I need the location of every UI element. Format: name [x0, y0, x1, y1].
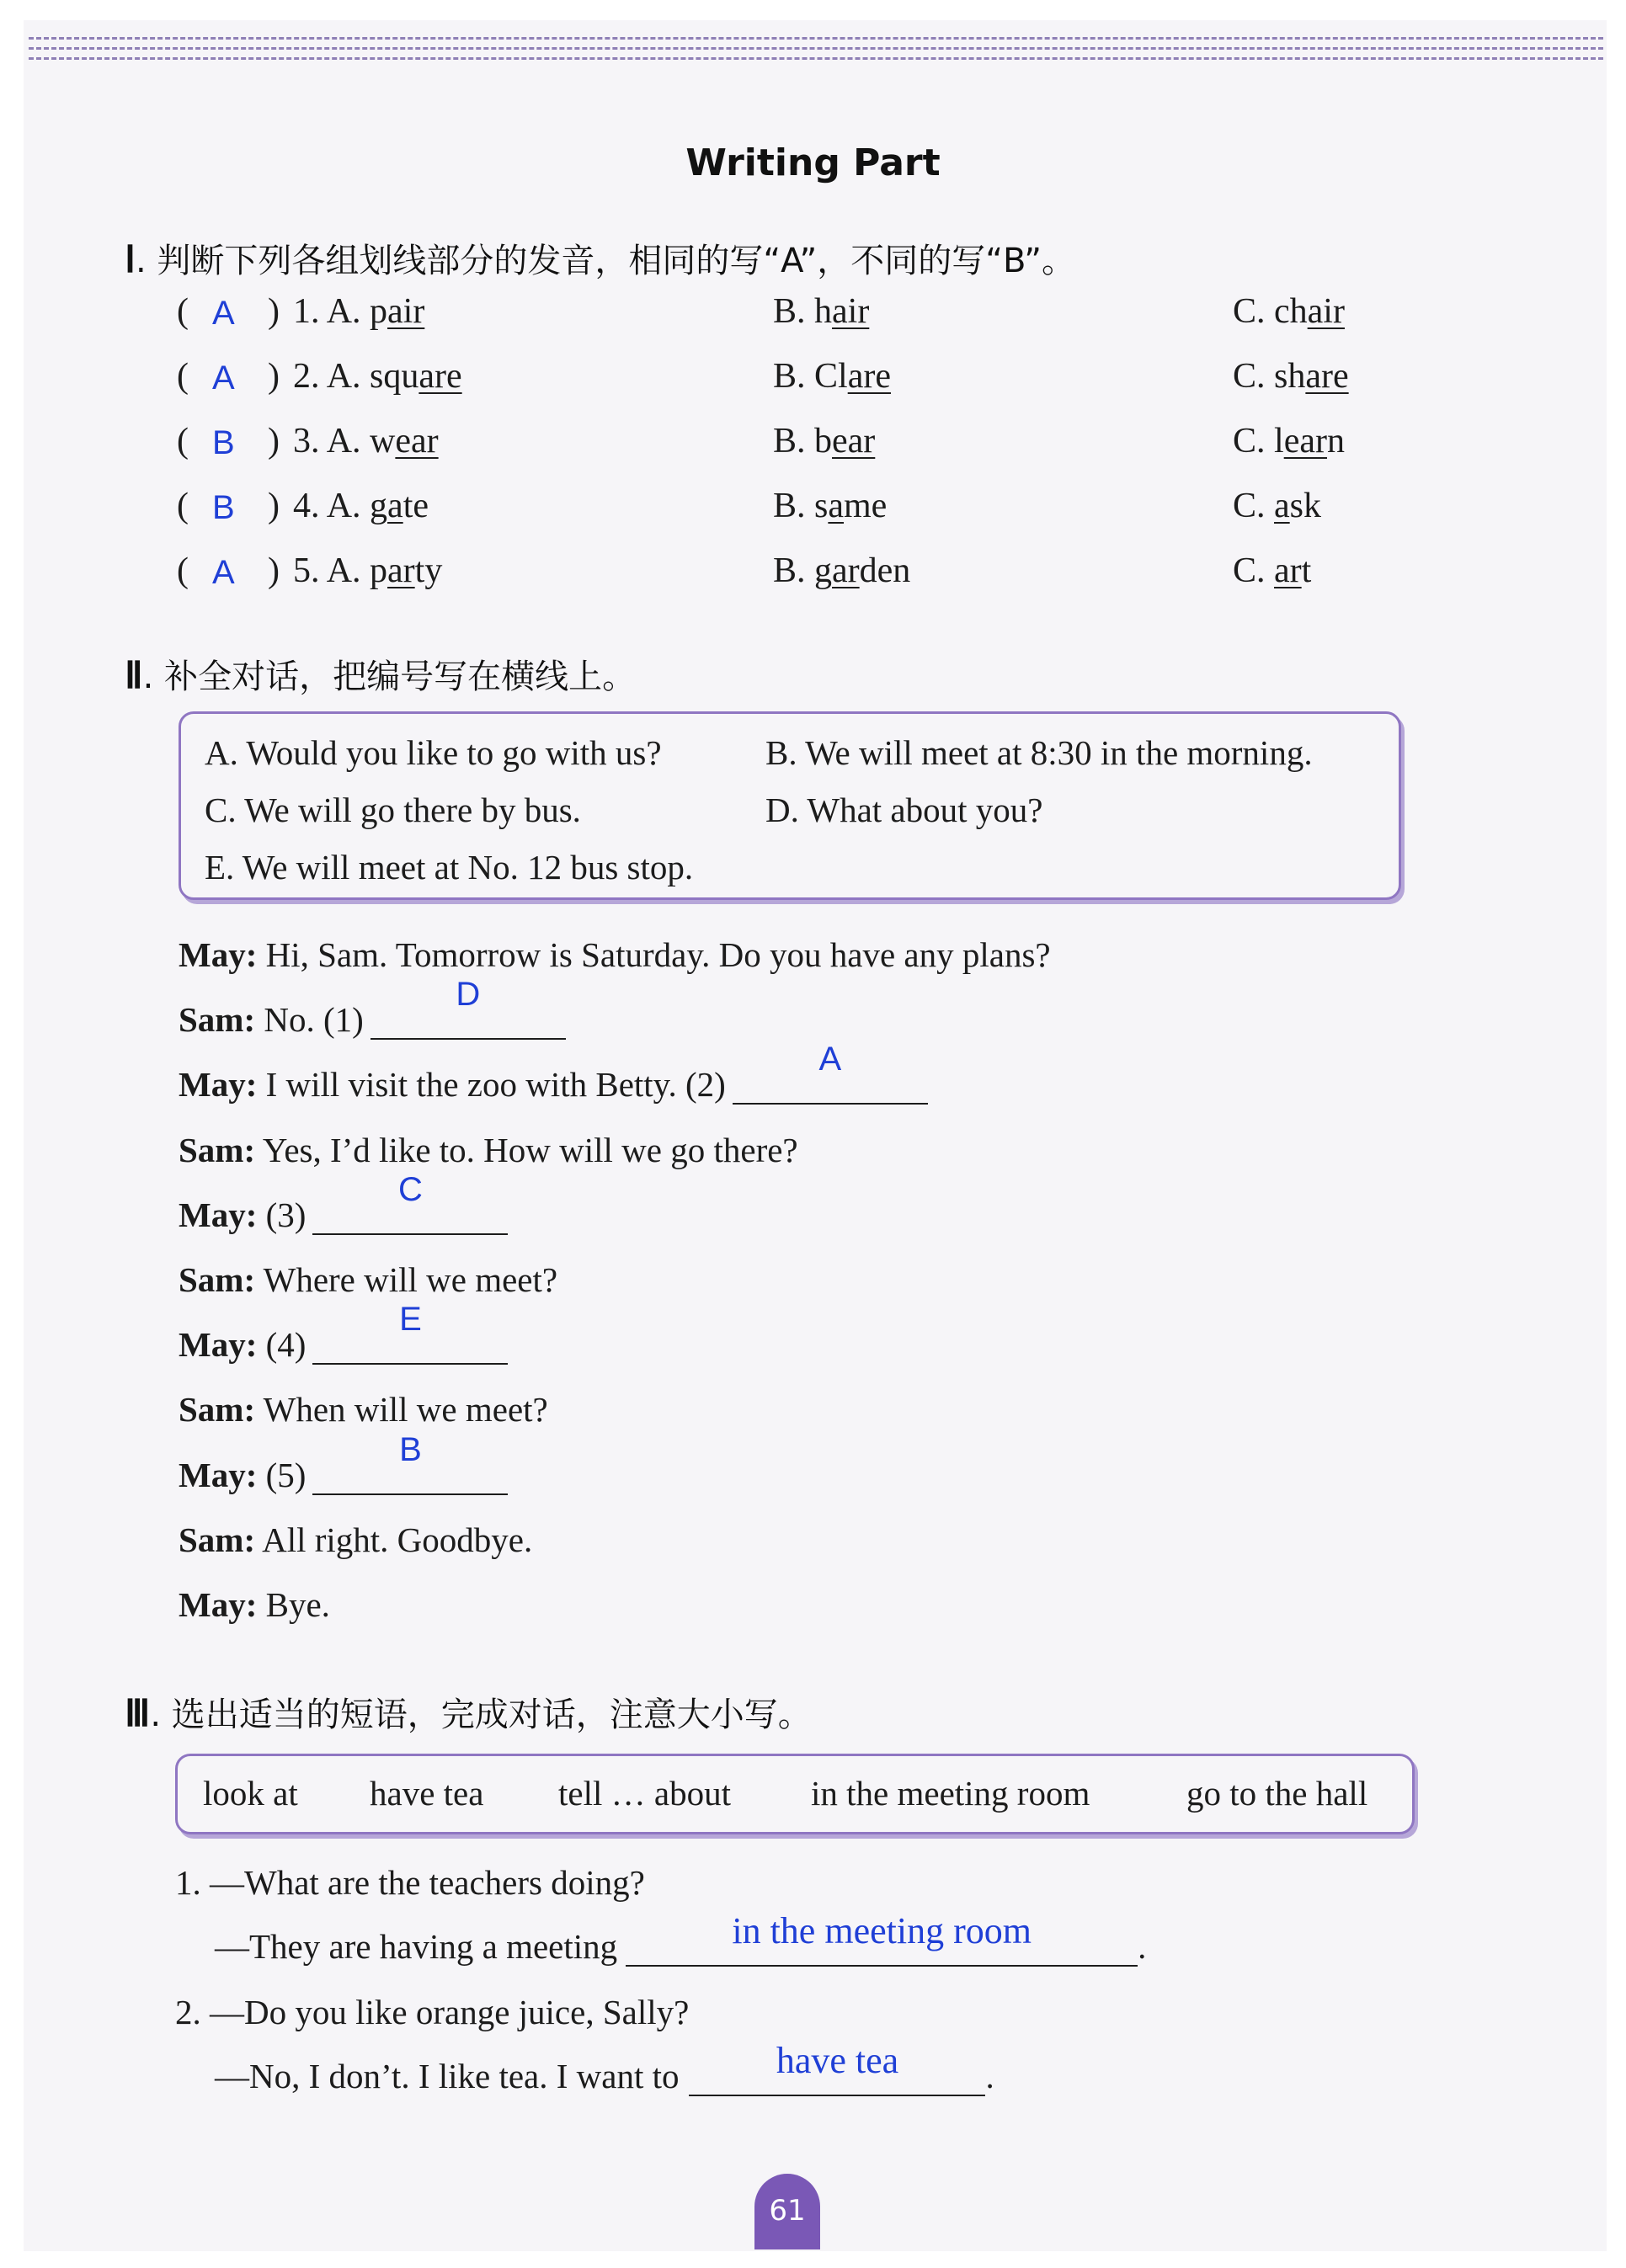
word-part: te — [403, 487, 429, 525]
word-part: C. l — [1233, 422, 1284, 461]
section-3-instruction: . 选出适当的短语，完成对话，注意大小写。 — [150, 1696, 812, 1734]
close-paren: ) — [268, 422, 280, 461]
answer-blank[interactable] — [371, 976, 566, 1040]
underlined-part: ear — [1283, 422, 1327, 461]
question-row — [0, 356, 1626, 407]
dialogue-line — [179, 976, 566, 1046]
word-part: B. h — [773, 292, 833, 331]
underlined-part: ar — [1274, 551, 1302, 590]
answer-mark[interactable]: B — [212, 424, 235, 461]
decorative-dashed-line — [29, 37, 1603, 40]
exercise-2-answer-line — [215, 2040, 994, 2103]
exercise-1-fill: in the meeting room — [732, 1910, 1032, 1951]
option-b: B. We will meet at 8:30 in the morning. — [765, 733, 1313, 772]
phrase-2: have tea — [370, 1774, 484, 1813]
blank-fill: B — [399, 1431, 422, 1468]
phrase-5: go to the hall — [1186, 1774, 1368, 1813]
option-a-word — [293, 421, 439, 461]
answer-blank[interactable] — [312, 1431, 508, 1495]
question-number: 1. — [293, 292, 320, 331]
option-b-word — [773, 356, 891, 397]
dialogue-text: Yes, I’d like to. How will we go there? — [255, 1131, 798, 1169]
question-row — [0, 486, 1626, 536]
dialogue-text: No. (1) — [255, 1000, 364, 1039]
word-part: A. p — [326, 551, 388, 590]
exercise-1-question: 1. —What are the teachers doing? — [175, 1863, 645, 1902]
underlined-part: ar — [832, 551, 860, 590]
dialogue-text: (4) — [257, 1325, 307, 1364]
answer-mark[interactable]: A — [212, 554, 235, 591]
page-title: Writing Part — [685, 141, 941, 184]
underlined-part: air — [387, 292, 425, 331]
dialogue-line — [179, 1520, 532, 1567]
open-paren: ( — [177, 292, 189, 331]
dialogue-text: (3) — [257, 1195, 307, 1234]
word-part: C. — [1233, 551, 1275, 590]
section-2-number: Ⅱ — [125, 655, 143, 696]
dialogue-text: I will visit the zoo with Betty. (2) — [257, 1065, 726, 1104]
underlined-part: are — [1305, 357, 1349, 396]
option-a-word — [293, 551, 442, 591]
underlined-part: air — [832, 292, 870, 331]
option-c-word — [1233, 356, 1349, 397]
option-c-word — [1233, 486, 1321, 526]
blank-fill: C — [397, 1171, 423, 1208]
word-part: B. b — [773, 422, 833, 461]
speaker: May: — [179, 1456, 258, 1494]
decorative-dashed-line — [29, 47, 1603, 50]
word-part: me — [844, 487, 888, 525]
close-paren: ) — [268, 487, 280, 525]
exercise-2-period: . — [985, 2057, 994, 2095]
dialogue-text: Where will we meet? — [255, 1260, 558, 1299]
section-3-number: Ⅲ — [125, 1693, 151, 1734]
word-part: A. g — [326, 487, 388, 525]
section-1-number: Ⅰ — [125, 239, 136, 280]
open-paren: ( — [177, 487, 189, 525]
option-a-word — [293, 486, 429, 526]
question-number: 2. — [293, 357, 320, 396]
open-paren: ( — [177, 357, 189, 396]
close-paren: ) — [268, 292, 280, 331]
answer-mark[interactable]: B — [212, 489, 235, 526]
exercise-1-answer-text: —They are having a meeting — [215, 1927, 618, 1966]
exercise-1-period: . — [1138, 1927, 1147, 1966]
dialogue-text: All right. Goodbye. — [255, 1520, 533, 1559]
phrase-4: in the meeting room — [811, 1774, 1090, 1813]
dialogue-line — [179, 1584, 330, 1632]
dialogue-line — [179, 1389, 548, 1436]
speaker: May: — [179, 935, 258, 974]
speaker: Sam: — [179, 1000, 256, 1039]
question-number: 3. — [293, 422, 320, 461]
word-part: C. sh — [1233, 357, 1306, 396]
dialogue-line — [179, 1130, 798, 1177]
option-c: C. We will go there by bus. — [205, 791, 581, 829]
question-row — [0, 421, 1626, 471]
speaker: Sam: — [179, 1390, 256, 1429]
answer-mark[interactable]: A — [212, 295, 235, 332]
word-part: n — [1326, 422, 1345, 461]
option-c-word — [1233, 291, 1345, 332]
word-part: den — [859, 551, 911, 590]
option-b-word — [773, 291, 869, 332]
exercise-2-blank[interactable] — [689, 2040, 985, 2096]
decorative-dashed-line — [29, 57, 1603, 60]
answer-blank[interactable] — [733, 1041, 928, 1105]
option-b-word — [773, 551, 910, 591]
question-row — [0, 551, 1626, 601]
option-a: A. Would you like to go with us? — [205, 733, 662, 772]
word-part: t — [1301, 551, 1312, 590]
word-part: B. Cl — [773, 357, 848, 396]
open-paren: ( — [177, 422, 189, 461]
underlined-part: ar — [387, 551, 415, 590]
word-part: B. g — [773, 551, 833, 590]
exercise-1-answer-line — [215, 1910, 1147, 1973]
phrase-box — [175, 1754, 1415, 1834]
word-part: ty — [414, 551, 443, 590]
dialogue-text: (5) — [257, 1456, 307, 1494]
section-1-heading — [125, 234, 1075, 282]
phrase-1: look at — [203, 1774, 298, 1813]
word-part: sk — [1289, 487, 1322, 525]
speaker: Sam: — [179, 1260, 256, 1299]
word-part: C. ch — [1233, 292, 1308, 331]
dialogue-text: Bye. — [257, 1585, 330, 1624]
dialogue-text: When will we meet? — [255, 1390, 548, 1429]
exercise-1-blank[interactable] — [626, 1910, 1138, 1967]
answer-blank[interactable] — [312, 1301, 508, 1365]
dialogue-line — [179, 1171, 508, 1242]
speaker: Sam: — [179, 1520, 256, 1559]
option-e: E. We will meet at No. 12 bus stop. — [205, 848, 694, 886]
underlined-part: a — [1274, 487, 1290, 525]
word-part: A. w — [326, 422, 396, 461]
dialogue-line — [179, 1259, 557, 1307]
speaker: May: — [179, 1065, 258, 1104]
word-part: B. s — [773, 487, 829, 525]
option-a-word — [293, 356, 462, 397]
section-2-heading — [125, 650, 636, 698]
speaker: Sam: — [179, 1131, 256, 1169]
question-number: 4. — [293, 487, 320, 525]
answer-blank[interactable] — [312, 1171, 508, 1235]
close-paren: ) — [268, 357, 280, 396]
blank-fill: E — [399, 1301, 422, 1338]
word-part: A. p — [326, 292, 388, 331]
options-box — [179, 711, 1401, 900]
question-row — [0, 291, 1626, 342]
section-1-instruction: . 判断下列各组划线部分的发音，相同的写“A”，不同的写“B”。 — [135, 242, 1075, 280]
answer-mark[interactable]: A — [212, 359, 235, 397]
dialogue-text: Hi, Sam. Tomorrow is Saturday. Do you have any plans? — [257, 935, 1051, 974]
section-3-heading — [125, 1688, 812, 1736]
blank-fill: D — [456, 976, 481, 1013]
phrase-3: tell … about — [558, 1774, 731, 1813]
close-paren: ) — [268, 551, 280, 590]
underlined-part: are — [418, 357, 462, 396]
page-number: 61 — [754, 2174, 820, 2249]
blank-fill: A — [818, 1041, 842, 1078]
exercise-2-question: 2. —Do you like orange juice, Sally? — [175, 1993, 690, 2031]
underlined-part: a — [387, 487, 403, 525]
dialogue-line — [179, 934, 1051, 982]
exercise-2-fill: have tea — [776, 2040, 899, 2081]
option-d: D. What about you? — [765, 791, 1043, 829]
underlined-part: are — [847, 357, 891, 396]
option-c-word — [1233, 551, 1311, 591]
underlined-part: ear — [832, 422, 876, 461]
dialogue-line — [179, 1431, 508, 1502]
speaker: May: — [179, 1325, 258, 1364]
underlined-part: air — [1307, 292, 1345, 331]
exercise-2-answer-text: —No, I don’t. I like tea. I want to — [215, 2057, 680, 2095]
dialogue-line — [179, 1301, 508, 1371]
dialogue-line — [179, 1041, 928, 1111]
option-a-word — [293, 291, 424, 332]
question-number: 5. — [293, 551, 320, 590]
speaker: May: — [179, 1195, 258, 1234]
underlined-part: ear — [395, 422, 439, 461]
word-part: A. squ — [326, 357, 419, 396]
open-paren: ( — [177, 551, 189, 590]
speaker: May: — [179, 1585, 258, 1624]
word-part: C. — [1233, 487, 1275, 525]
section-2-instruction: . 补全对话，把编号写在横线上。 — [142, 658, 637, 696]
option-b-word — [773, 486, 887, 526]
option-c-word — [1233, 421, 1345, 461]
option-b-word — [773, 421, 875, 461]
underlined-part: a — [828, 487, 845, 525]
